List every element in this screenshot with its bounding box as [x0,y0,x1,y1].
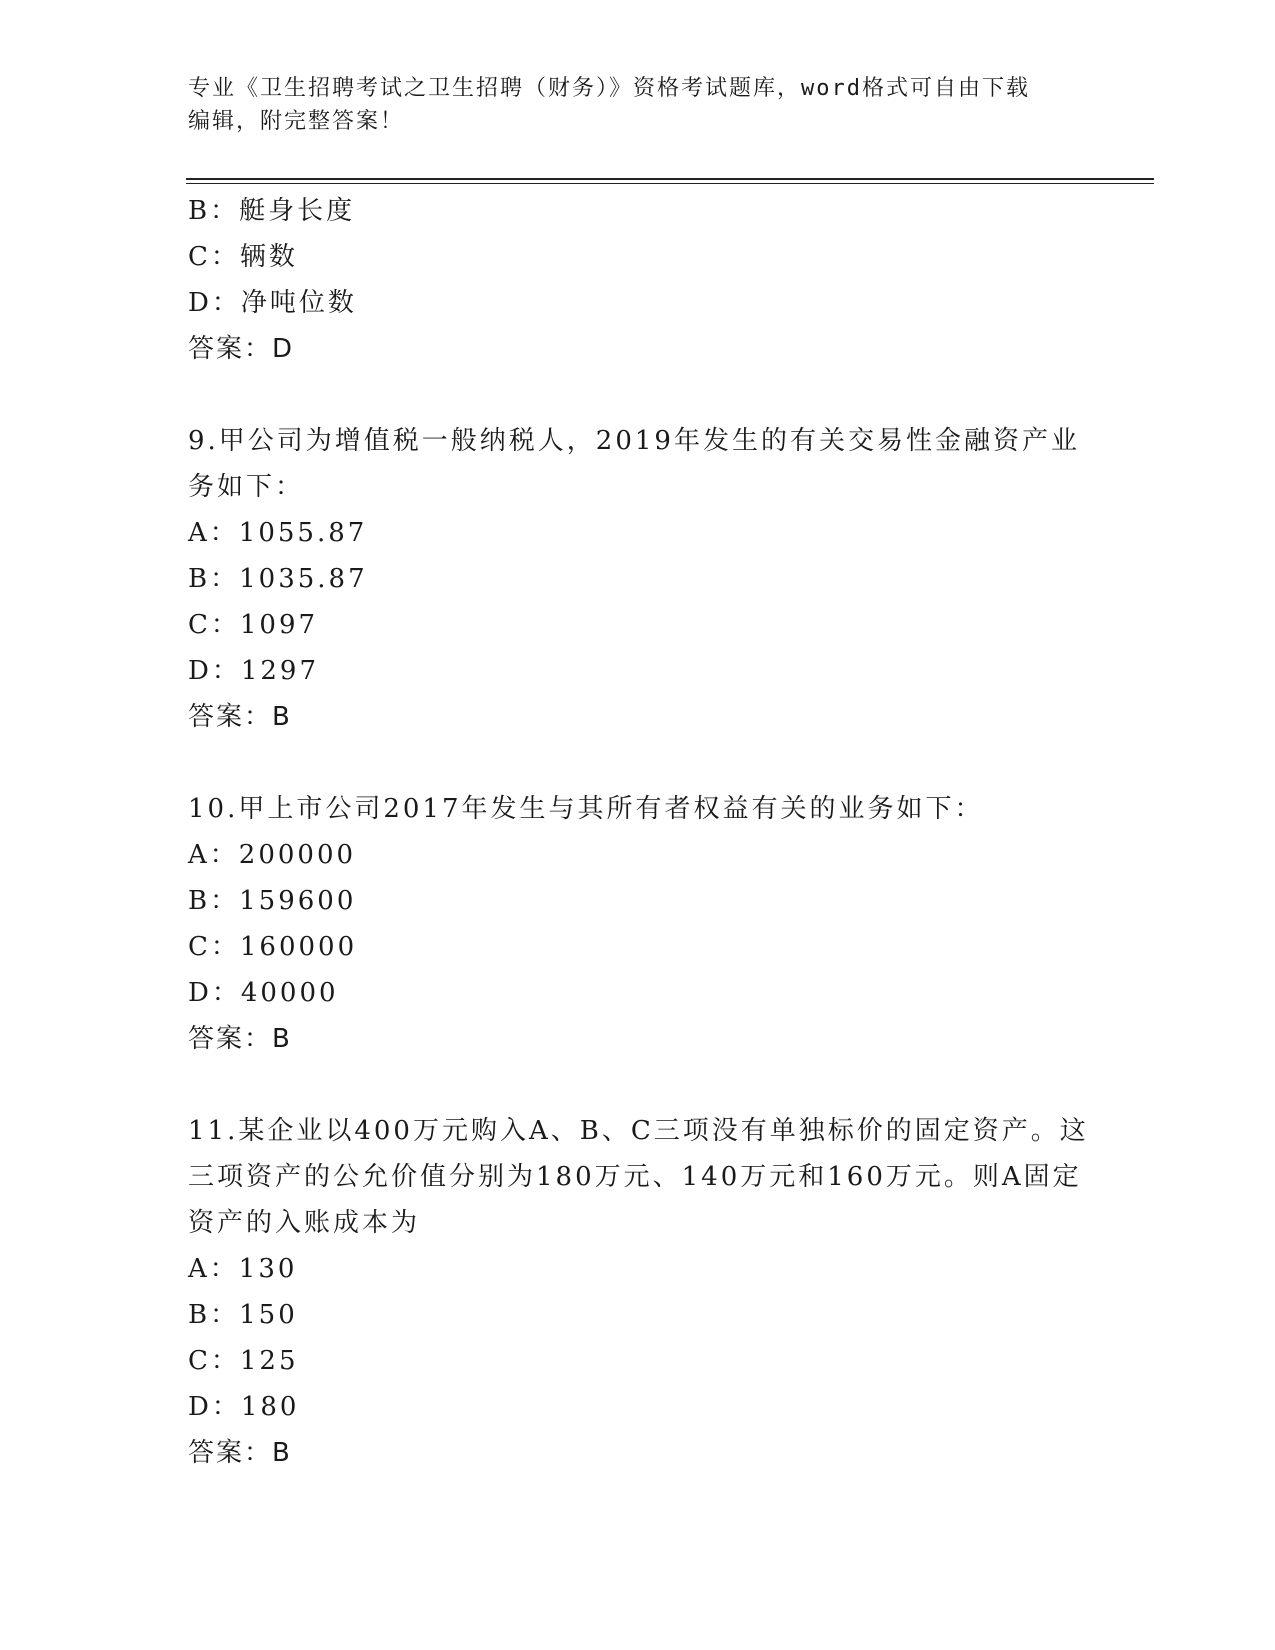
question-stem-line: 9.甲公司为增值税一般纳税人，2019年发生的有关交易性金融资产业 [188,426,1080,456]
option-d: D：40000 [188,978,339,1008]
option-b: B：150 [188,1300,298,1330]
option-c: C：160000 [188,932,358,962]
option-d: D：净吨位数 [188,288,357,318]
header-rule-thick [186,178,1154,180]
option-c: C：1097 [188,610,319,640]
spacer [188,740,1088,786]
question-10 [188,786,1088,1062]
spacer [188,1062,1088,1108]
option-b: B：159600 [188,886,357,916]
option-c: C：辆数 [188,242,298,272]
question-content [188,188,1088,1476]
option-d: D：1297 [188,656,320,686]
document-header [188,72,1088,138]
question-stem-line: 资产的入账成本为 [188,1208,421,1238]
answer: 答案：B [188,1438,292,1468]
header-line-2: 编辑，附完整答案！ [188,109,405,134]
spacer [188,372,1088,418]
header-rule-thin [186,183,1154,184]
option-c: C：125 [188,1346,299,1376]
answer: 答案：D [188,334,295,364]
prev-question [188,188,1088,372]
option-a: A：130 [188,1254,298,1284]
answer: 答案：B [188,702,292,732]
option-d: D：180 [188,1392,300,1422]
option-b: B：艇身长度 [188,196,356,226]
option-a: A：1055.87 [188,518,368,548]
question-11 [188,1108,1088,1476]
question-stem-line: 11.某企业以400万元购入A、B、C三项没有单独标价的固定资产。这 [188,1116,1089,1146]
option-b: B：1035.87 [188,564,368,594]
question-stem-line: 10.甲上市公司2017年发生与其所有者权益有关的业务如下： [188,794,984,824]
question-stem-line: 务如下： [188,472,305,502]
answer: 答案：B [188,1024,292,1054]
question-9 [188,418,1088,740]
option-a: A：200000 [188,840,357,870]
header-line-1: 专业《卫生招聘考试之卫生招聘（财务）》资格考试题库，word格式可自由下载 [188,76,1030,101]
question-stem-line: 三项资产的公允价值分别为180万元、140万元和160万元。则A固定 [188,1162,1082,1192]
